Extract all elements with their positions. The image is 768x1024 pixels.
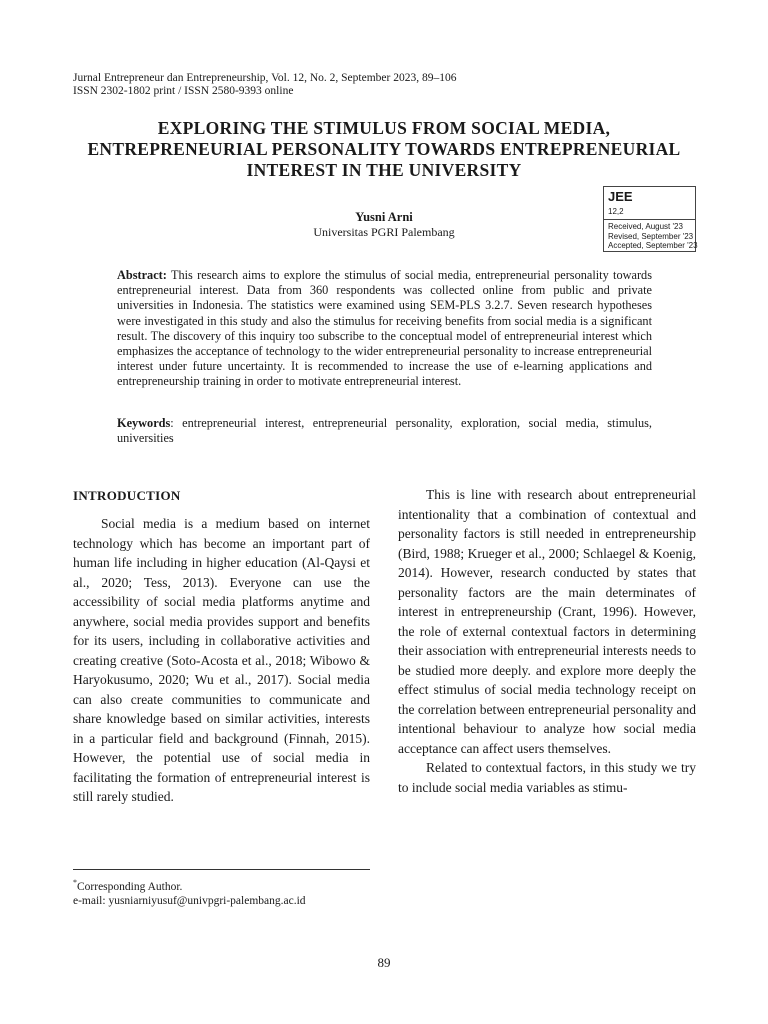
intro-paragraph-3: Related to contextual factors, in this study we try to include social media variables as stimu- [398,760,696,795]
abstract-label: Abstract: [117,268,167,282]
jee-received: Received, August '23 [608,222,683,231]
title-line-1: EXPLORING THE STIMULUS FROM SOCIAL MEDIA, [157,118,611,138]
jee-revised: Revised, September '23 [608,231,694,241]
keywords-text: : entrepreneurial interest, entrepreneurial personality, exploration, social media, stimulus, universities [117,416,652,446]
journal-citation: Jurnal Entrepreneur dan Entrepreneurship, Vol. 12, No. 2, September 2023, 89–106 [73,72,457,84]
jee-label: JEE [608,189,633,204]
jee-issue: 12,2 [608,207,624,216]
page-number: 89 [377,955,391,970]
journal-issn: ISSN 2302-1802 print / ISSN 2580-9393 online [73,85,294,97]
introduction-heading: INTRODUCTION [73,488,181,503]
intro-paragraph-2: This is line with research about entrepreneurial intentionality that a combination of contextual and personality factors is still needed in entrepreneurship (Bird, 1988; Krueger et al., 2000; Schlaegel & Koenig, 2014). However, research conducted by states that personality factors are the main determinates of interest in entrepreneurship (Crant, 1996). However, the role of external contextual factors in determining their association with entrepreneurial interests needs to be studied more deeply. and explore more deeply the effect stimulus of social media technology receipt on the correlation between entrepreneurial personality and intentional behaviour to analyze how social media acceptance can affect users themselves. [398,487,696,756]
jee-accepted: Accepted, September '23 [608,241,698,250]
journal-header [73,72,456,98]
keywords [117,416,652,446]
jee-info-box [603,186,696,252]
abstract [117,268,652,390]
footnote [73,876,306,909]
jee-divider [604,219,695,220]
intro-paragraph-1: Social media is a medium based on internet technology which has become an important part of human life including in higher education (Al-Qaysi et al., 2020; Tess, 2013). Everyone can use the accessibility of social media platforms anytime and anywhere, social media provides support and benefits for its users, including in collaborative activities and creating creative (Soto-Acosta et al., 2018; Wibowo & Haryokusumo, 2020; Wu et al., 2017). Social media can also create communities to communicate and share knowledge based on similar activities, interests in a particular field and background (Finnah, 2015). However, the potential use of social media in facilitating the formation of entrepreneurial interest is still rarely studied. [73,516,370,804]
author-affiliation: Universitas PGRI Palembang [313,225,455,239]
footnote-corresponding: Corresponding Author. [77,880,183,893]
footnote-divider [73,869,370,870]
left-column [73,514,370,807]
abstract-text: This research aims to explore the stimulus of social media, entrepreneurial personality towards entrepreneurial interest. Data from 360 respondents was collected online from public and private universities in Indonesia. The statistics were examined using SEM-PLS 3.2.7. Seven research hypotheses were investigated in this study and also the stimulus for receiving benefits from social media is a significant result. The discovery of this inquiry too subscribe to the conceptual model of entrepreneurial interest which emphasizes the acceptance of technology to the wider entrepreneurial personality to increase entrepreneurial interest under future uncertainty. It is recommended to increase the use of e-learning applications and entrepreneurship training in order to motivate entrepreneurial interest. [117,268,652,389]
article-title [60,118,708,181]
right-column [398,485,696,797]
keywords-label: Keywords [117,416,171,430]
author-name: Yusni Arni [355,210,413,224]
footnote-email: e-mail: yusniarniyusuf@univpgri-palembang.ac.id [73,895,306,908]
title-line-2: ENTREPRENEURIAL PERSONALITY TOWARDS ENTREPRENEURIAL [87,139,681,159]
title-line-3: INTEREST IN THE UNIVERSITY [246,160,522,180]
footnote-marker: * [73,878,77,887]
